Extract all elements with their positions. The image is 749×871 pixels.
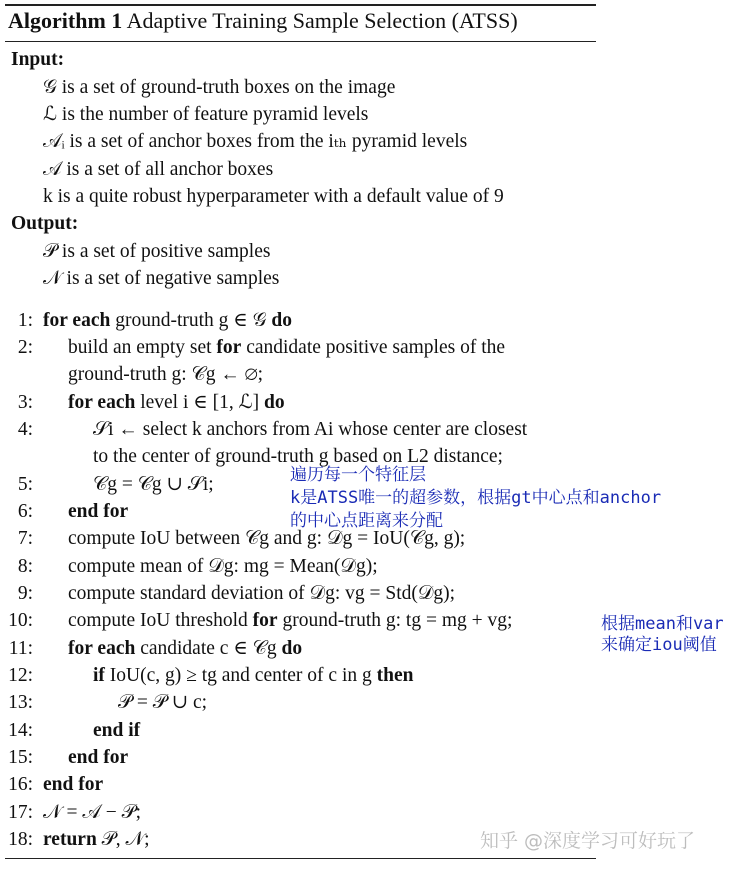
algorithm-line: end if: [93, 720, 141, 741]
line-number: 4:: [17, 419, 33, 440]
input-item: ℒ is the number of feature pyramid levels: [43, 104, 369, 125]
line-number: 17:: [8, 802, 33, 823]
title-rule: [5, 41, 596, 42]
algorithm-name: Adaptive Training Sample Selection (ATSS): [126, 8, 518, 33]
output-item: 𝒩 is a set of negative samples: [43, 268, 280, 289]
line-number: 5:: [17, 474, 33, 495]
algorithm-line: compute standard deviation of 𝒟g: vg = Std(𝒟g);: [68, 583, 456, 604]
line-number: 14:: [8, 720, 33, 741]
annotation-note-2: [601, 614, 724, 656]
line-number: 11:: [8, 638, 33, 659]
line-number: 15:: [8, 747, 33, 768]
algorithm-line: build an empty set for candidate positive samples of the: [68, 337, 506, 358]
annotation-line: 的中心点距离来分配: [290, 511, 443, 531]
algorithm-line: compute IoU between 𝒞g and g: 𝒟g = IoU(𝒞g, g);: [68, 528, 466, 549]
annotation-line: 遍历每一个特征层: [290, 465, 426, 485]
algorithm-line: for each level i ∈ [1, ℒ] do: [68, 392, 285, 413]
algorithm-line: ground-truth g: 𝒞g ← ∅;: [68, 364, 264, 385]
algorithm-line: 𝒩 = 𝒜 − 𝒫;: [43, 802, 142, 823]
algorithm-label: Algorithm 1: [8, 8, 123, 33]
annotation-line: k是ATSS唯一的超参数，根据gt中心点和anchor: [290, 488, 662, 508]
algorithm-title: [8, 8, 518, 34]
algorithm-line: end for: [43, 774, 104, 795]
algorithm-line: if IoU(c, g) ≥ tg and center of c in g then: [93, 665, 414, 686]
line-number: 16:: [8, 774, 33, 795]
algorithm-line: compute mean of 𝒟g: mg = Mean(𝒟g);: [68, 556, 378, 577]
line-number: 12:: [8, 665, 33, 686]
algorithm-line: compute IoU threshold for ground-truth g: tg = mg + vg;: [68, 610, 513, 631]
input-item: 𝒜 is a set of all anchor boxes: [43, 159, 274, 180]
algorithm-line: 𝒫 = 𝒫 ∪ c;: [118, 692, 208, 713]
line-number: 3:: [17, 392, 33, 413]
input-heading: Input:: [11, 49, 65, 70]
line-number: 1:: [17, 310, 33, 331]
annotation-line: 根据mean和var: [601, 614, 724, 634]
output-heading: Output:: [11, 213, 79, 234]
input-item: k is a quite robust hyperparameter with a default value of 9: [43, 186, 504, 207]
line-number: 7:: [17, 528, 33, 549]
line-number: 10:: [8, 610, 33, 631]
algorithm-line: to the center of ground-truth g based on L2 distance;: [93, 446, 503, 467]
line-number: 6:: [17, 501, 33, 522]
annotation-note-1: [290, 465, 662, 531]
line-number: 18:: [8, 829, 33, 850]
annotation-line: 来确定iou阈值: [601, 635, 717, 655]
algorithm-line: 𝒞g = 𝒞g ∪ 𝒮i;: [93, 474, 214, 495]
algorithm-line: end for: [68, 747, 129, 768]
input-item: 𝒜ᵢ is a set of anchor boxes from the iₜₕ pyramid levels: [43, 131, 468, 152]
line-number: 9:: [17, 583, 33, 604]
output-item: 𝒫 is a set of positive samples: [43, 241, 271, 262]
input-item: 𝒢 is a set of ground-truth boxes on the image: [43, 77, 396, 98]
algorithm-line: end for: [68, 501, 129, 522]
line-number: 13:: [8, 692, 33, 713]
bottom-rule: [5, 858, 596, 859]
algorithm-line: for each ground-truth g ∈ 𝒢 do: [43, 310, 292, 331]
watermark: 知乎 @深度学习可好玩了: [480, 830, 696, 852]
line-number: 2:: [17, 337, 33, 358]
algorithm-line: 𝒮i ← select k anchors from Ai whose center are closest: [93, 419, 528, 440]
algorithm-line: for each candidate c ∈ 𝒞g do: [68, 638, 303, 659]
top-rule: [5, 4, 596, 6]
algorithm-line: return 𝒫, 𝒩;: [43, 829, 150, 850]
line-number: 8:: [17, 556, 33, 577]
